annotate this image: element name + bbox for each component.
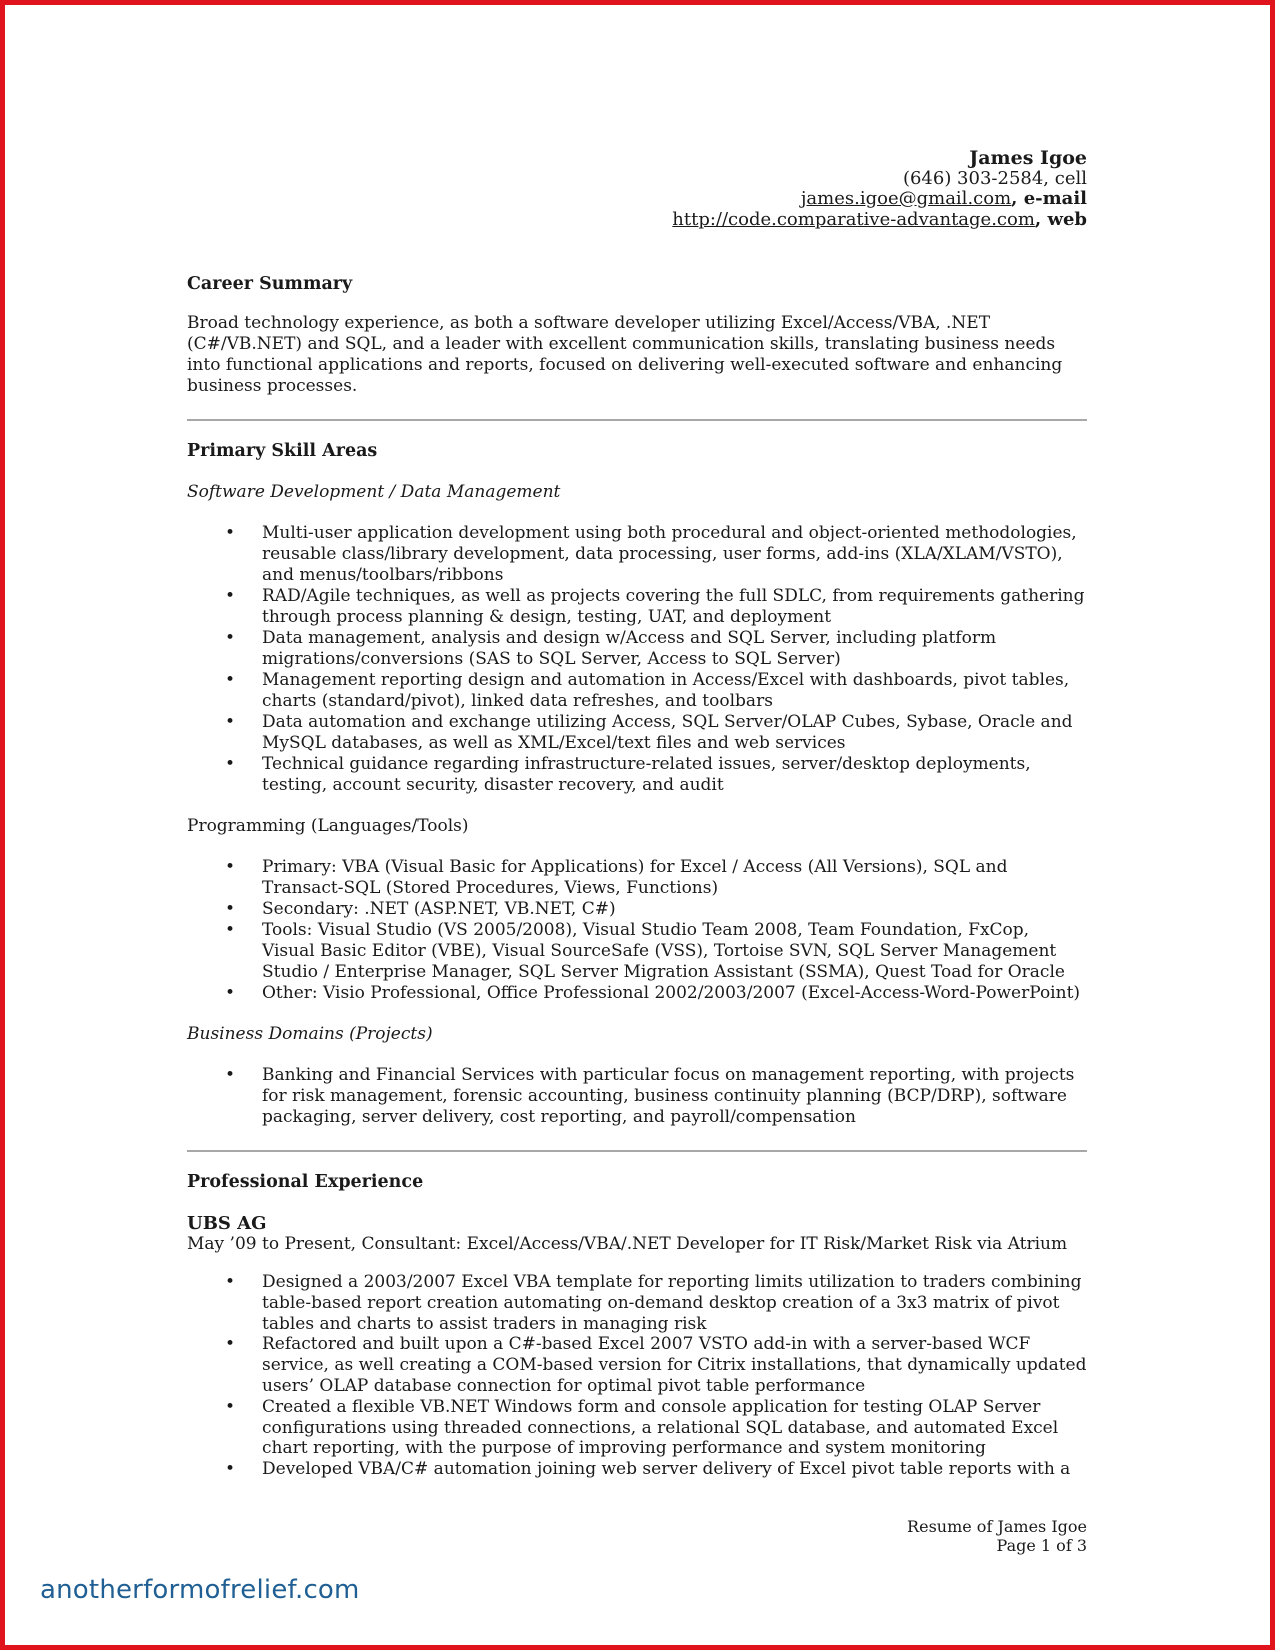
software-dev-subheading: Software Development / Data Management xyxy=(187,482,561,502)
list-item: • Banking and Financial Services with particular focus on management reporting, with projects for risk management, forensic accounting, business continuity planning (BCP/DRP), software packaging, server delivery, cost reporting, and payroll/compensation xyxy=(187,1065,1087,1128)
contact-web-line xyxy=(187,210,1087,231)
contact-block xyxy=(187,148,1087,230)
email-link[interactable]: james.igoe@gmail.com xyxy=(800,188,1012,209)
footer-title: Resume of James Igoe xyxy=(907,1517,1087,1536)
career-summary-heading: Career Summary xyxy=(187,274,353,294)
section-divider xyxy=(187,1150,1087,1152)
list-item: • Other: Visio Professional, Office Professional 2002/2003/2007 (Excel-Access-Word-PowerPoint) xyxy=(187,983,1087,1004)
list-item: • Data automation and exchange utilizing Access, SQL Server/OLAP Cubes, Sybase, Oracle and MySQL databases, as well as XML/Excel/text files and web services xyxy=(187,712,1087,754)
list-item: • Secondary: .NET (ASP.NET, VB.NET, C#) xyxy=(187,899,1087,920)
contact-name: James Igoe xyxy=(969,147,1087,169)
page-number: Page 1 of 3 xyxy=(996,1535,1087,1555)
domains-list xyxy=(187,1065,1087,1128)
page-footer xyxy=(787,1518,1087,1555)
list-item: • RAD/Agile techniques, as well as projects covering the full SDLC, from requirements gathering through process planning & design, testing, UAT, and deployment xyxy=(187,586,1087,628)
web-label: , web xyxy=(1034,208,1087,230)
company-name: UBS AG xyxy=(187,1213,267,1234)
domains-subheading: Business Domains (Projects) xyxy=(187,1024,433,1044)
resume-page xyxy=(187,148,1087,1480)
list-item: • Primary: VBA (Visual Basic for Applications) for Excel / Access (All Versions), SQL and Transact-SQL (Stored Procedures, Views, Functions) xyxy=(187,857,1087,899)
list-item: • Technical guidance regarding infrastructure-related issues, server/desktop deployments, testing, account security, disaster recovery, and audit xyxy=(187,754,1087,796)
web-link[interactable]: http://code.comparative-advantage.com xyxy=(672,208,1035,230)
experience-heading: Professional Experience xyxy=(187,1172,424,1192)
email-label: , e-mail xyxy=(1011,188,1087,209)
programming-subheading: Programming (Languages/Tools) xyxy=(187,816,469,836)
experience-list xyxy=(187,1272,1087,1480)
list-item: • Created a flexible VB.NET Windows form and console application for testing OLAP Server configurations using threaded connections, a relational SQL database, and automated Excel chart reporting, with the purpose of improving performance and system monitoring xyxy=(187,1397,1087,1459)
section-divider xyxy=(187,419,1087,421)
list-item: • Multi-user application development using both procedural and object-oriented methodologies, reusable class/library development, data processing, user forms, add-ins (XLA/XLAM/VSTO), and menus/toolbars/ribbons xyxy=(187,523,1087,586)
programming-list xyxy=(187,857,1087,1004)
job-role: May ’09 to Present, Consultant: Excel/Access/VBA/.NET Developer for IT Risk/Market Risk via Atrium xyxy=(187,1234,1068,1254)
list-item: • Refactored and built upon a C#-based Excel 2007 VSTO add-in with a server-based WCF service, as well creating a COM-based version for Citrix installations, that dynamically updated users’ OLAP database connection for optimal pivot table performance xyxy=(187,1334,1087,1396)
skills-heading: Primary Skill Areas xyxy=(187,441,378,461)
list-item: • Developed VBA/C# automation joining web server delivery of Excel pivot table reports with a xyxy=(187,1459,1087,1480)
contact-phone: (646) 303-2584, cell xyxy=(902,167,1087,189)
list-item: • Data management, analysis and design w/Access and SQL Server, including platform migrations/conversions (SAS to SQL Server, Access to SQL Server) xyxy=(187,628,1087,670)
software-dev-list xyxy=(187,523,1087,796)
contact-email-line xyxy=(187,189,1087,210)
watermark-text: anotherformofrelief.com xyxy=(40,1575,360,1605)
career-summary-text: Broad technology experience, as both a software developer utilizing Excel/Access/VBA, .NET (C#/VB.NET) and SQL, and a leader with excellent communication skills, translating business needs into functional applications and reports, focused on delivering well-executed software and enhancing business processes. xyxy=(187,313,1063,396)
list-item: • Tools: Visual Studio (VS 2005/2008), Visual Studio Team 2008, Team Foundation, FxCop, Visual Basic Editor (VBE), Visual SourceSafe (VSS), Tortoise SVN, SQL Server Management Studio / Enterprise Manager, SQL Server Migration Assistant (SSMA), Quest Toad for Oracle xyxy=(187,920,1087,983)
list-item: • Management reporting design and automation in Access/Excel with dashboards, pivot tables, charts (standard/pivot), linked data refreshes, and toolbars xyxy=(187,670,1087,712)
list-item: • Designed a 2003/2007 Excel VBA template for reporting limits utilization to traders combining table-based report creation automating on-demand desktop creation of a 3x3 matrix of pivot tables and charts to assist traders in managing risk xyxy=(187,1272,1087,1334)
